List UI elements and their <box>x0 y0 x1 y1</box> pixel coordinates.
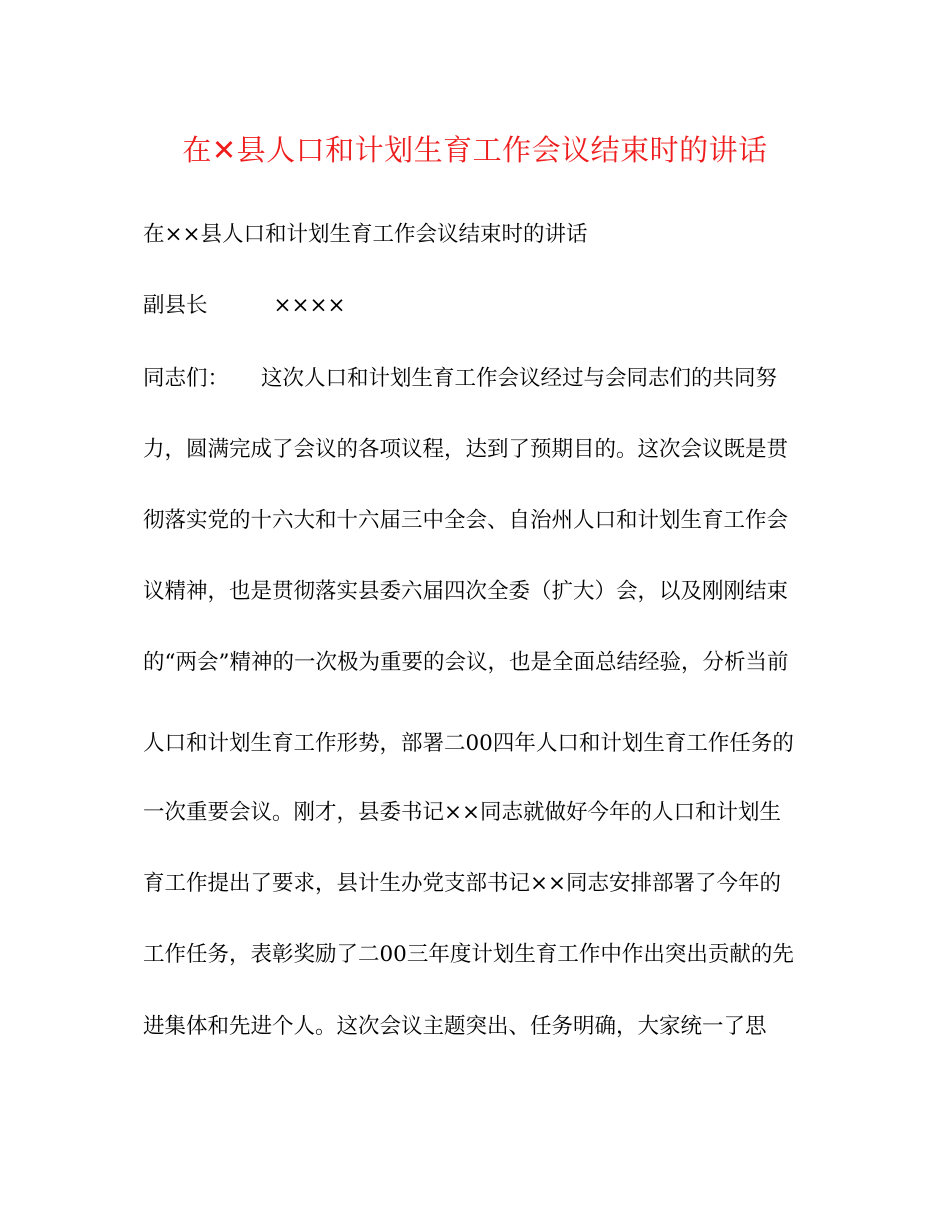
body-line <box>143 363 777 395</box>
speaker-role: 副县长 <box>143 293 208 318</box>
body-text: 这次人口和计划生育工作会议经过与会同志们的共同努 <box>261 366 778 391</box>
body-line: 力，圆满完成了会议的各项议程，达到了预期目的。这次会议既是贯 <box>143 437 789 462</box>
body-line: 的“两会”精神的一次极为重要的会议，也是全面总结经验，分析当前 <box>143 650 789 675</box>
body-line: 人口和计划生育工作形势，部署二00四年人口和计划生育工作任务的 <box>143 731 794 756</box>
body-line: 议精神，也是贯彻落实县委六届四次全委（扩大）会，以及刚刚结束 <box>143 579 789 604</box>
speaker-line <box>143 290 346 322</box>
document-title: 在✕县人口和计划生育工作会议结束时的讲话 <box>182 133 768 167</box>
body-line: 一次重要会议。刚才，县委书记××同志就做好今年的人口和计划生 <box>143 800 782 825</box>
document-subtitle: 在××县人口和计划生育工作会议结束时的讲话 <box>143 222 588 247</box>
body-line: 彻落实党的十六大和十六届三中全会、自治州人口和计划生育工作会 <box>143 508 789 533</box>
salutation: 同志们： <box>143 366 230 391</box>
body-line: 进集体和先进个人。这次会议主题突出、任务明确，大家统一了思 <box>143 1014 767 1039</box>
body-line: 工作任务，表彰奖励了二00三年度计划生育工作中作出突出贡献的先 <box>143 942 794 967</box>
speaker-name: ×××× <box>273 293 346 318</box>
body-line: 育工作提出了要求，县计生办党支部书记××同志安排部署了今年的 <box>143 871 782 896</box>
